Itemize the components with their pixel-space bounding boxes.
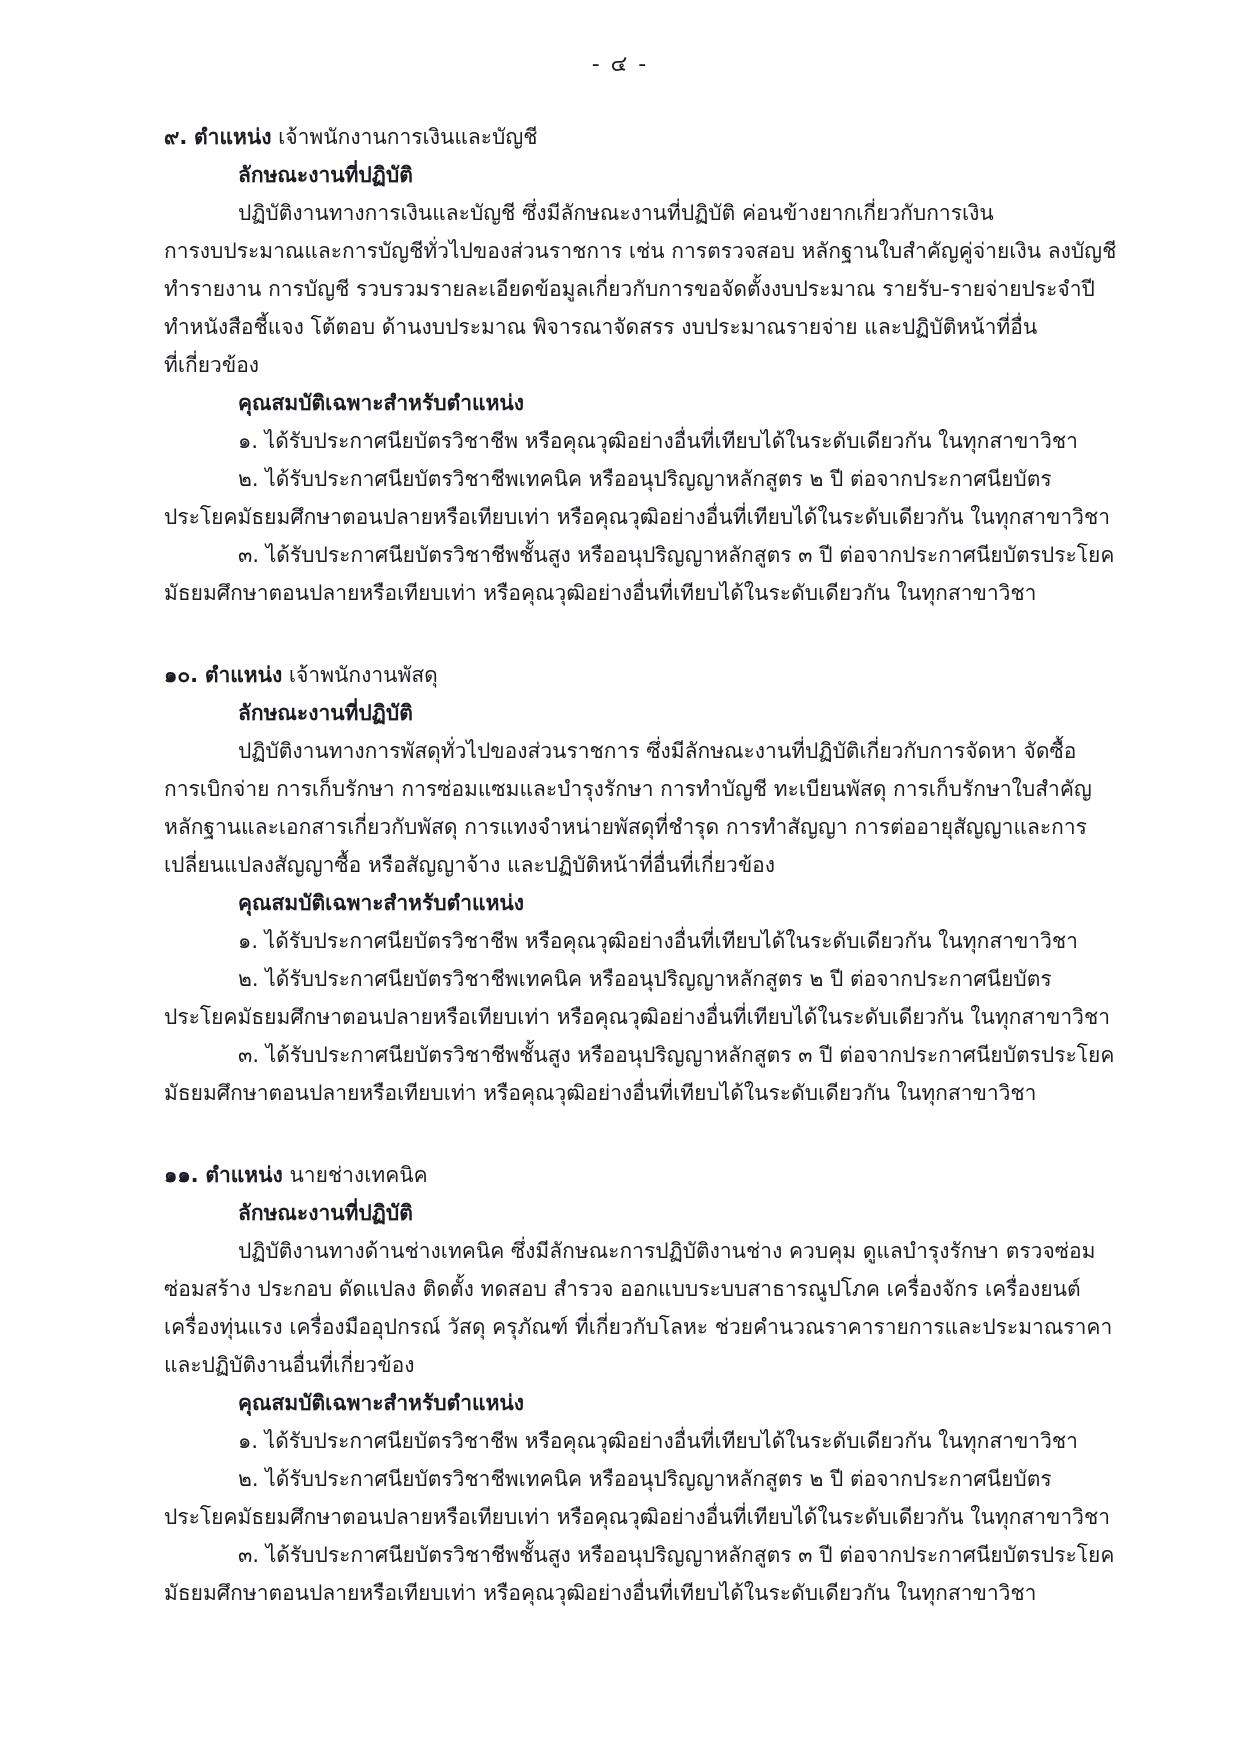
qualification-line: ประโยคมัธยมศึกษาตอนปลายหรือเทียบเท่า หรือคุณวุฒิอย่างอื่นที่เทียบได้ในระดับเดียวกัน ในทุกสาขาวิชา <box>164 1505 1110 1529</box>
section-number: ๑๐. <box>164 663 199 687</box>
qualification-line: ๑. ได้รับประกาศนียบัตรวิชาชีพ หรือคุณวุฒิอย่างอื่นที่เทียบได้ในระดับเดียวกัน ในทุกสาขาวิชา <box>238 429 1078 453</box>
qualification-item <box>164 922 1124 960</box>
section-label: ตำแหน่ง <box>194 125 272 149</box>
duties-paragraph <box>164 1232 1124 1384</box>
qualification-line: ๓. ได้รับประกาศนียบัตรวิชาชีพชั้นสูง หรืออนุปริญญาหลักสูตร ๓ ปี ต่อจากประกาศนียบัตรประโยค <box>238 543 1115 567</box>
qualifications-heading: คุณสมบัติเฉพาะสำหรับตำแหน่ง <box>238 891 525 915</box>
section-heading <box>164 656 1124 694</box>
position-name: เจ้าพนักงานพัสดุ <box>288 663 438 687</box>
duties-line: การเบิกจ่าย การเก็บรักษา การซ่อมแซมและบำรุงรักษา การทำบัญชี ทะเบียนพัสดุ การเก็บรักษาใบสำคัญ <box>164 777 1092 801</box>
qualification-item <box>164 1036 1124 1112</box>
qualification-line: ประโยคมัธยมศึกษาตอนปลายหรือเทียบเท่า หรือคุณวุฒิอย่างอื่นที่เทียบได้ในระดับเดียวกัน ในทุกสาขาวิชา <box>164 1005 1110 1029</box>
section-label: ตำแหน่ง <box>204 663 283 687</box>
duties-line: ทำหนังสือชี้แจง โต้ตอบ ด้านงบประมาณ พิจารณาจัดสรร งบประมาณรายจ่าย และปฏิบัติหน้าที่อื่น <box>164 315 1038 339</box>
duties-line: หลักฐานและเอกสารเกี่ยวกับพัสดุ การแทงจำหน่ายพัสดุที่ชำรุด การทำสัญญา การต่ออายุสัญญาและการ <box>164 815 1087 839</box>
qualification-line: ๒. ได้รับประกาศนียบัตรวิชาชีพเทคนิค หรืออนุปริญญาหลักสูตร ๒ ปี ต่อจากประกาศนียบัตร <box>238 1467 1052 1491</box>
duties-paragraph <box>164 732 1124 884</box>
duties-heading: ลักษณะงานที่ปฏิบัติ <box>238 1201 413 1225</box>
qualification-line: ๓. ได้รับประกาศนียบัตรวิชาชีพชั้นสูง หรืออนุปริญญาหลักสูตร ๓ ปี ต่อจากประกาศนียบัตรประโยค <box>238 1043 1115 1067</box>
qualification-line: มัธยมศึกษาตอนปลายหรือเทียบเท่า หรือคุณวุฒิอย่างอื่นที่เทียบได้ในระดับเดียวกัน ในทุกสาขาวิชา <box>164 1081 1037 1105</box>
qualification-line: ๓. ได้รับประกาศนียบัตรวิชาชีพชั้นสูง หรืออนุปริญญาหลักสูตร ๓ ปี ต่อจากประกาศนียบัตรประโยค <box>238 1543 1115 1567</box>
qualification-line: มัธยมศึกษาตอนปลายหรือเทียบเท่า หรือคุณวุฒิอย่างอื่นที่เทียบได้ในระดับเดียวกัน ในทุกสาขาวิชา <box>164 1581 1037 1605</box>
position-name: นายช่างเทคนิค <box>289 1163 428 1187</box>
duties-line: การงบประมาณและการบัญชีทั่วไปของส่วนราชการ เช่น การตรวจสอบ หลักฐานใบสำคัญคู่จ่ายเงิน ลงบัญชี <box>164 239 1117 263</box>
qualification-item <box>164 422 1124 460</box>
duties-line: เปลี่ยนแปลงสัญญาซื้อ หรือสัญญาจ้าง และปฏิบัติหน้าที่อื่นที่เกี่ยวข้อง <box>164 853 776 877</box>
duties-line: เครื่องทุ่นแรง เครื่องมืออุปกรณ์ วัสดุ ครุภัณฑ์ ที่เกี่ยวกับโลหะ ช่วยคำนวณราคารายการและประมาณราคา <box>164 1315 1113 1339</box>
duties-line: ปฏิบัติงานทางด้านช่างเทคนิค ซึ่งมีลักษณะการปฏิบัติงานช่าง ควบคุม ดูแลบำรุงรักษา ตรวจซ่อม <box>238 1239 1096 1263</box>
page-number: - ๔ - <box>591 52 649 77</box>
duties-paragraph <box>164 194 1124 384</box>
qualifications-heading: คุณสมบัติเฉพาะสำหรับตำแหน่ง <box>238 391 525 415</box>
duties-heading: ลักษณะงานที่ปฏิบัติ <box>238 163 413 187</box>
section-label: ตำแหน่ง <box>205 1163 283 1187</box>
qualification-line: ๒. ได้รับประกาศนียบัตรวิชาชีพเทคนิค หรืออนุปริญญาหลักสูตร ๒ ปี ต่อจากประกาศนียบัตร <box>238 967 1052 991</box>
position-section <box>164 656 1124 1112</box>
section-heading <box>164 118 1124 156</box>
qualification-item <box>164 536 1124 612</box>
qualification-line: ๑. ได้รับประกาศนียบัตรวิชาชีพ หรือคุณวุฒิอย่างอื่นที่เทียบได้ในระดับเดียวกัน ในทุกสาขาวิชา <box>238 929 1078 953</box>
position-name: เจ้าพนักงานการเงินและบัญชี <box>278 125 538 149</box>
duties-line: และปฏิบัติงานอื่นที่เกี่ยวข้อง <box>164 1353 415 1377</box>
duties-line: ปฏิบัติงานทางการพัสดุทั่วไปของส่วนราชการ ซึ่งมีลักษณะงานที่ปฏิบัติเกี่ยวกับการจัดหา จัดซื้อ <box>238 739 1077 763</box>
qualification-line: ประโยคมัธยมศึกษาตอนปลายหรือเทียบเท่า หรือคุณวุฒิอย่างอื่นที่เทียบได้ในระดับเดียวกัน ในทุกสาขาวิชา <box>164 505 1110 529</box>
qualification-line: ๒. ได้รับประกาศนียบัตรวิชาชีพเทคนิค หรืออนุปริญญาหลักสูตร ๒ ปี ต่อจากประกาศนียบัตร <box>238 467 1052 491</box>
qualification-item <box>164 1422 1124 1460</box>
qualification-line: ๑. ได้รับประกาศนียบัตรวิชาชีพ หรือคุณวุฒิอย่างอื่นที่เทียบได้ในระดับเดียวกัน ในทุกสาขาวิชา <box>238 1429 1078 1453</box>
qualification-line: มัธยมศึกษาตอนปลายหรือเทียบเท่า หรือคุณวุฒิอย่างอื่นที่เทียบได้ในระดับเดียวกัน ในทุกสาขาวิชา <box>164 581 1037 605</box>
duties-line: ที่เกี่ยวข้อง <box>164 353 260 377</box>
duties-heading: ลักษณะงานที่ปฏิบัติ <box>238 701 413 725</box>
position-section <box>164 1156 1124 1612</box>
section-heading <box>164 1156 1124 1194</box>
qualification-item <box>164 460 1124 536</box>
section-number: ๙. <box>164 125 188 149</box>
duties-line: ซ่อมสร้าง ประกอบ ดัดแปลง ติดตั้ง ทดสอบ สำรวจ ออกแบบระบบสาธารณูปโภค เครื่องจักร เครื่องยนต์ <box>164 1277 1081 1301</box>
section-number: ๑๑. <box>164 1163 199 1187</box>
duties-line: ทำรายงาน การบัญชี รวบรวมรายละเอียดข้อมูลเกี่ยวกับการขอจัดตั้งงบประมาณ รายรับ-รายจ่ายประจำปี <box>164 277 1095 301</box>
duties-line: ปฏิบัติงานทางการเงินและบัญชี ซึ่งมีลักษณะงานที่ปฏิบัติ ค่อนข้างยากเกี่ยวกับการเงิน <box>238 201 994 225</box>
qualification-item <box>164 960 1124 1036</box>
position-section <box>164 118 1124 612</box>
document-body <box>164 118 1124 1656</box>
qualifications-heading: คุณสมบัติเฉพาะสำหรับตำแหน่ง <box>238 1391 525 1415</box>
qualification-item <box>164 1460 1124 1536</box>
qualification-item <box>164 1536 1124 1612</box>
